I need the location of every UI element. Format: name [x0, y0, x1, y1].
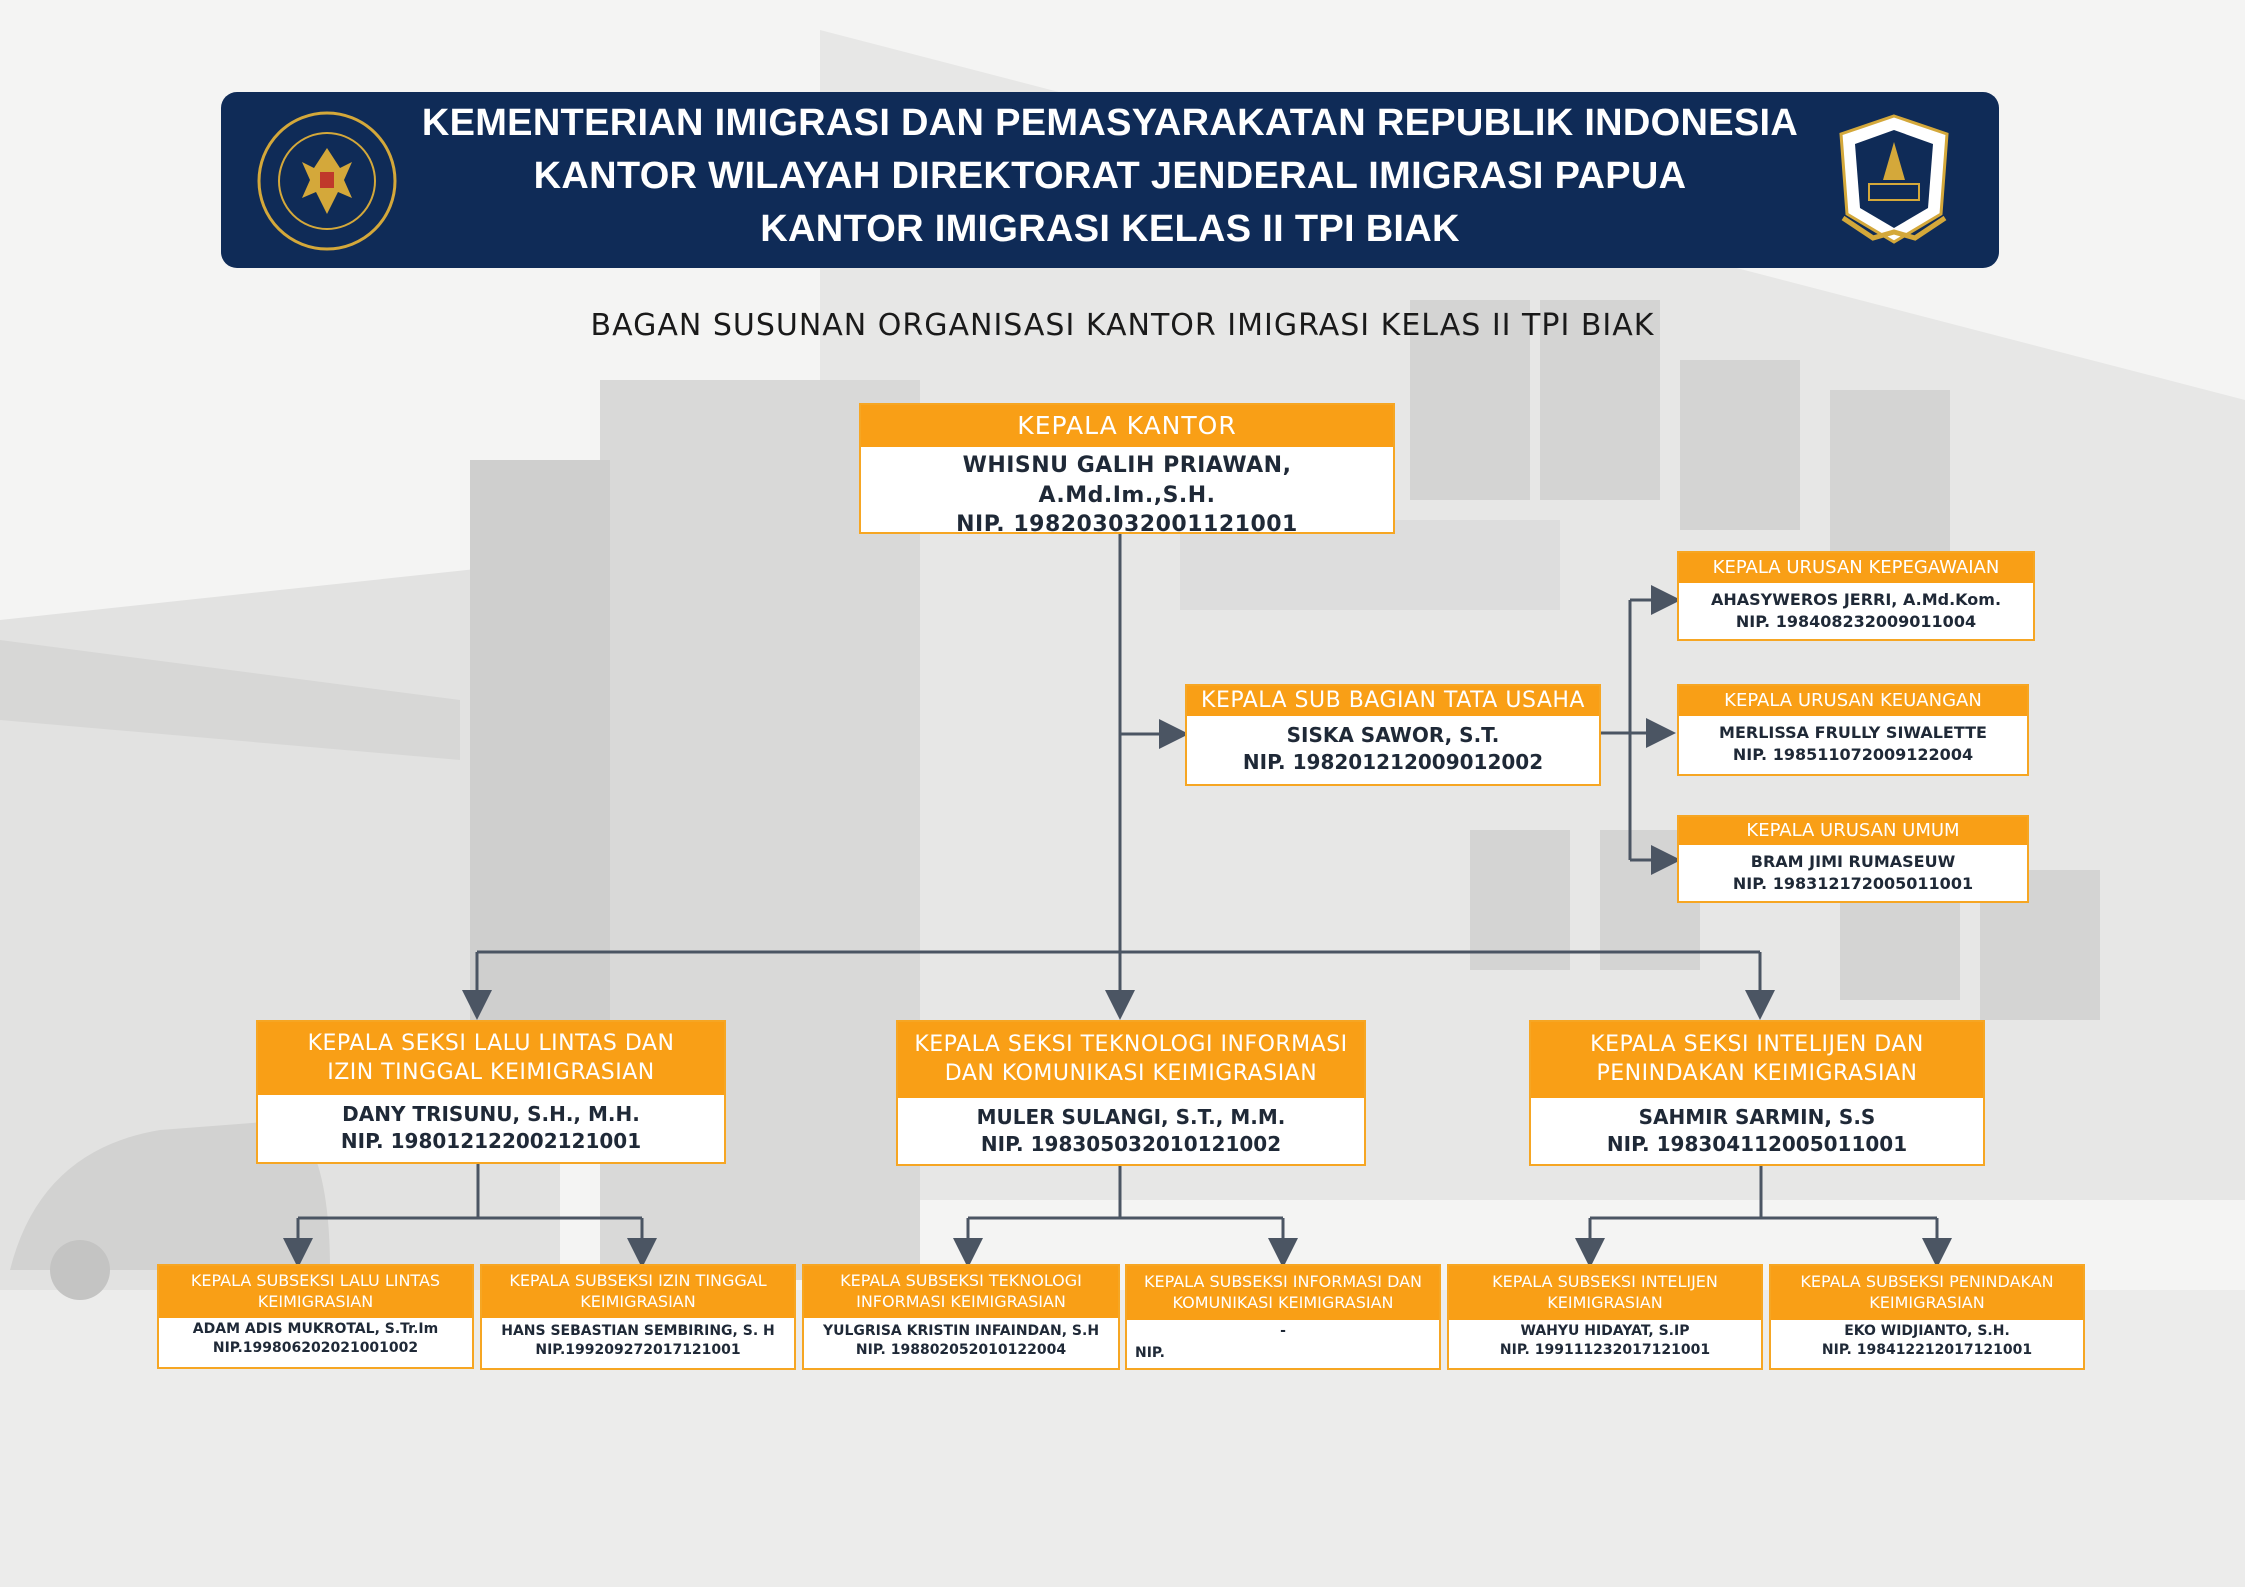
node-nip: NIP. 198201212009012002: [1242, 750, 1544, 774]
node-title: [804, 1266, 1118, 1318]
node-name: WAHYU HIDAYAT, S.IP: [1520, 1323, 1690, 1339]
node-title-line1: KEPALA SUBSEKSI LALU LINTAS: [190, 1271, 441, 1291]
node-title: KEPALA KANTOR: [861, 405, 1393, 447]
node-name: SAHMIR SARMIN, S.S: [1638, 1105, 1876, 1129]
node-title-line2: INFORMASI KEIMIGRASIAN: [856, 1292, 1066, 1311]
node-name: DANY TRISUNU, S.H., M.H.: [342, 1102, 640, 1126]
node-title-line1: KEPALA SEKSI TEKNOLOGI INFORMASI: [914, 1032, 1348, 1058]
node-kepala-subseksi-teknologi-informasi: [802, 1264, 1120, 1370]
node-name: WHISNU GALIH PRIAWAN,: [962, 453, 1292, 478]
node-name: YULGRISA KRISTIN INFAINDAN, S.H: [822, 1323, 1100, 1339]
node-title-line2: PENINDAKAN KEIMIGRASIAN: [1596, 1061, 1918, 1086]
node-name: BRAM JIMI RUMASEUW: [1750, 852, 1956, 871]
node-nip: NIP. 198412212017121001: [1821, 1341, 2033, 1358]
node-kepala-subseksi-lalu-lintas: [157, 1264, 474, 1369]
node-name: MERLISSA FRULLY SIWALETTE: [1719, 723, 1987, 742]
node-kepala-subseksi-izin-tinggal: [480, 1264, 796, 1370]
header-ministry-title: KEMENTERIAN IMIGRASI DAN PEMASYARAKATAN REPUBLIK INDONESIA: [421, 102, 1799, 144]
node-nip: NIP.: [1135, 1345, 1165, 1361]
node-nip: NIP. 198802052010122004: [855, 1341, 1067, 1358]
node-title-line1: KEPALA SEKSI LALU LINTAS DAN: [307, 1030, 675, 1056]
node-nip: NIP. 198203032001121001: [956, 512, 1298, 538]
node-nip: NIP. 198511072009122004: [1732, 744, 1974, 764]
node-title: KEPALA SUB BAGIAN TATA USAHA: [1187, 686, 1599, 716]
node-title-line2: KEIMIGRASIAN: [580, 1292, 696, 1311]
node-name: HANS SEBASTIAN SEMBIRING, S. H: [501, 1323, 775, 1339]
node-title-line2: DAN KOMUNIKASI KEIMIGRASIAN: [944, 1061, 1318, 1086]
node-title: KEPALA URUSAN KEUANGAN: [1679, 686, 2027, 716]
node-kepala-subseksi-intelijen: [1447, 1264, 1763, 1370]
node-kepala-subbag-tata-usaha: [1185, 684, 1601, 786]
node-kepala-kantor: [859, 403, 1395, 538]
node-name: SISKA SAWOR, S.T.: [1286, 723, 1500, 747]
node-title: [258, 1022, 724, 1095]
node-kepala-seksi-lalu-lintas: [256, 1020, 726, 1164]
node-nip: NIP. 198312172005011001: [1732, 873, 1974, 893]
node-name: EKO WIDJIANTO, S.H.: [1844, 1323, 2010, 1339]
node-title-line2: KEIMIGRASIAN: [1869, 1293, 1985, 1312]
node-kepala-urusan-kepegawaian: [1677, 551, 2035, 641]
node-kepala-urusan-umum: [1677, 815, 2029, 903]
node-kepala-seksi-teknologi-informasi: [896, 1020, 1366, 1166]
node-title-line1: KEPALA SUBSEKSI TEKNOLOGI: [840, 1271, 1082, 1291]
node-nip: NIP. 199111232017121001: [1499, 1341, 1711, 1358]
node-kepala-seksi-intelijen: [1529, 1020, 1985, 1166]
node-title: KEPALA URUSAN KEPEGAWAIAN: [1679, 553, 2033, 583]
node-title: [159, 1266, 472, 1318]
node-name: MULER SULANGI, S.T., M.M.: [976, 1105, 1286, 1129]
node-title-line1: KEPALA SUBSEKSI INFORMASI DAN: [1143, 1272, 1423, 1292]
node-title: [1771, 1266, 2083, 1320]
node-nip: NIP. 198305032010121002: [980, 1132, 1282, 1156]
node-title: [482, 1266, 794, 1318]
node-nip: NIP. 198408232009011004: [1735, 611, 1977, 631]
node-kepala-subseksi-informasi-komunikasi: [1125, 1264, 1441, 1370]
node-title-line1: KEPALA SEKSI INTELIJEN DAN: [1590, 1032, 1924, 1058]
node-title-line1: KEPALA SUBSEKSI IZIN TINGGAL: [509, 1271, 767, 1291]
node-name: AHASYWEROS JERRI, A.Md.Kom.: [1710, 590, 2002, 609]
node-title-line2: KOMUNIKASI KEIMIGRASIAN: [1172, 1293, 1394, 1312]
node-kepala-subseksi-penindakan: [1769, 1264, 2085, 1370]
node-name-degree: A.Md.Im.,S.H.: [1038, 482, 1216, 508]
node-nip: NIP. 198304112005011001: [1606, 1132, 1908, 1156]
node-title: [1449, 1266, 1761, 1320]
node-title-line1: KEPALA SUBSEKSI INTELIJEN: [1492, 1272, 1718, 1292]
node-name: -: [1280, 1323, 1286, 1339]
node-title: [898, 1022, 1364, 1098]
node-title-line2: KEIMIGRASIAN: [257, 1292, 374, 1311]
node-title-line2: KEIMIGRASIAN: [1547, 1293, 1663, 1312]
node-title: [1127, 1266, 1439, 1320]
header-regional-office-title: KANTOR WILAYAH DIREKTORAT JENDERAL IMIGRASI PAPUA: [533, 155, 1687, 197]
node-kepala-urusan-keuangan: [1677, 684, 2029, 776]
node-nip: NIP. 198012122002121001: [340, 1129, 642, 1153]
header-office-title: KANTOR IMIGRASI KELAS II TPI BIAK: [760, 208, 1460, 250]
node-title-line1: KEPALA SUBSEKSI PENINDAKAN: [1800, 1272, 2054, 1292]
node-title-line2: IZIN TINGGAL KEIMIGRASIAN: [327, 1059, 655, 1085]
node-name: ADAM ADIS MUKROTAL, S.Tr.Im: [192, 1321, 439, 1337]
node-nip: NIP.199209272017121001: [535, 1341, 741, 1358]
node-title: [1531, 1022, 1983, 1098]
node-title: KEPALA URUSAN UMUM: [1679, 817, 2027, 845]
node-nip: NIP.199806202021001002: [212, 1339, 419, 1356]
chart-subtitle: BAGAN SUSUNAN ORGANISASI KANTOR IMIGRASI KELAS II TPI BIAK: [590, 308, 1655, 343]
